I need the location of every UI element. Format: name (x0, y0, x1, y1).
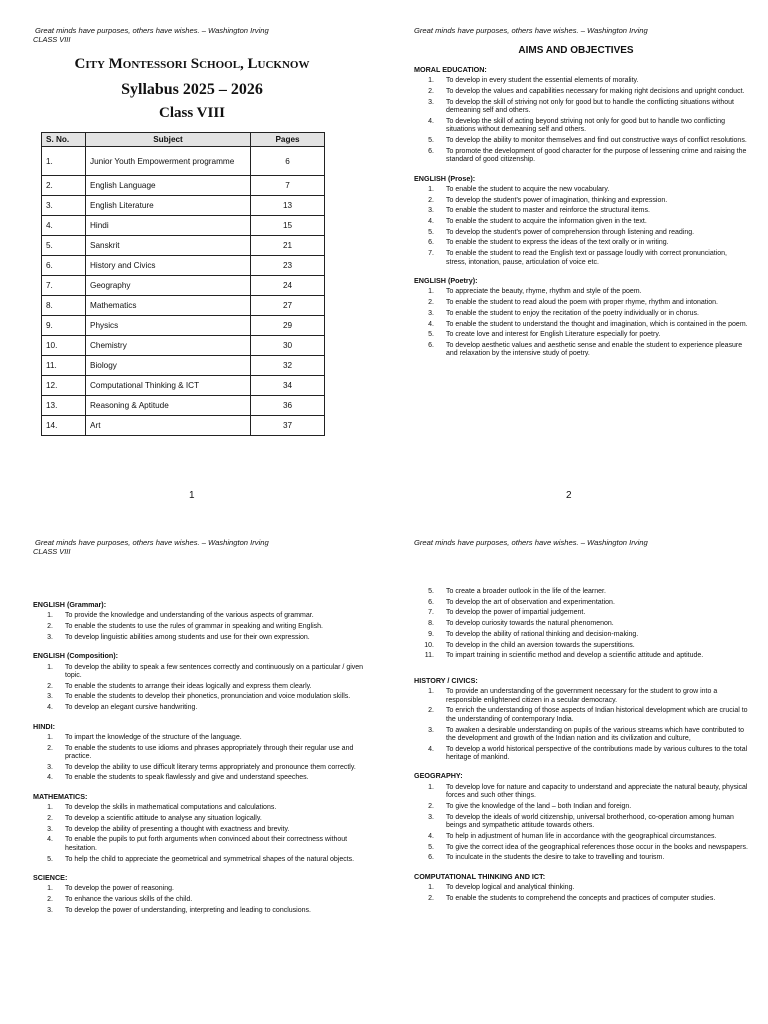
list-item (414, 844, 748, 852)
list-item (33, 774, 367, 782)
row-pages: 21 (251, 236, 325, 256)
list-item (414, 239, 748, 247)
list-item (414, 207, 748, 215)
section-spacer (414, 663, 748, 677)
item-number: 1. (428, 884, 434, 892)
item-number: 2. (428, 299, 434, 307)
aims-heading: AIMS AND OBJECTIVES (518, 45, 634, 56)
item-text: To develop the ability of rational thinking and decision-making. (446, 630, 639, 638)
section-heading: COMPUTATIONAL THINKING AND ICT: (414, 871, 546, 881)
list-item (33, 804, 367, 812)
item-number: 3. (47, 693, 53, 701)
list-item (414, 588, 748, 596)
item-text: To enable the student to express the ideas of the text orally or in writing. (446, 239, 669, 247)
contents-table-body (42, 147, 325, 436)
list-item (414, 884, 748, 892)
list-item (414, 688, 748, 705)
row-subject: Computational Thinking & ICT (86, 376, 251, 396)
item-text: To enable the student to master and reinforce the structural items. (446, 207, 650, 215)
item-number: 3. (428, 813, 434, 821)
header-quote: Great minds have purposes, others have wishes. – Washington Irving (35, 26, 269, 35)
list-item (414, 88, 748, 96)
item-text: To enable the students to develop their phonetics, pronunciation and voice modulation skills. (65, 693, 351, 701)
syllabus-title: Syllabus 2025 – 2026 (121, 81, 263, 98)
header-sno: S. No. (42, 133, 86, 147)
list-item (414, 642, 748, 650)
row-subject: Sanskrit (86, 236, 251, 256)
table-row (42, 296, 325, 316)
item-text: To impart the knowledge of the structure of the language. (65, 733, 242, 741)
item-number: 4. (428, 218, 434, 226)
page-4-content (414, 588, 748, 905)
table-row (42, 416, 325, 436)
section-heading: ENGLISH (Poetry): (414, 275, 478, 285)
objective-list (33, 885, 367, 915)
list-item (414, 118, 748, 135)
row-subject: Mathematics (86, 296, 251, 316)
item-number: 7. (428, 609, 434, 617)
row-sno: 12. (42, 376, 86, 396)
list-item (414, 707, 748, 724)
item-text: To develop a world historical perspective of the contributions made by various cultures to the total heritage of mankind. (446, 745, 748, 762)
row-sno: 5. (42, 236, 86, 256)
table-row (42, 236, 325, 256)
table-row (42, 216, 325, 236)
row-pages: 36 (251, 396, 325, 416)
item-number: 4. (428, 117, 434, 125)
item-number: 5. (428, 228, 434, 236)
objective-list (414, 884, 748, 903)
row-subject: Chemistry (86, 336, 251, 356)
section-heading: ENGLISH (Grammar): (33, 600, 107, 609)
table-row (42, 396, 325, 416)
section-heading: HISTORY / CIVICS: (414, 675, 478, 685)
section-heading: SCIENCE: (33, 872, 68, 882)
item-number: 1. (47, 885, 53, 893)
item-text: To develop love for nature and capacity to understand and appreciate the natural beauty, physical forces and such other things. (446, 783, 748, 800)
item-text: To develop the ability of presenting a thought with exactness and brevity. (65, 825, 290, 833)
row-subject: Junior Youth Empowerment programme (86, 147, 251, 176)
item-number: 2. (428, 88, 434, 96)
page-number: 2 (566, 490, 572, 501)
item-number: 4. (47, 774, 53, 782)
item-number: 1. (47, 612, 53, 620)
item-text: To develop the skill of striving not only for good but to handle the conflicting situations without demeaning self and others. (446, 98, 734, 115)
item-text: To develop the ideals of world citizenship, universal brotherhood, co-operation among human beings and sympathetic attitude towards others. (446, 813, 734, 830)
item-text: To provide an understanding of the government necessary for the student to grow into a responsible enlightened citizen in a secular democracy. (446, 688, 718, 704)
item-number: 2. (47, 682, 53, 690)
item-number: 9. (428, 630, 434, 638)
item-number: 5. (428, 331, 434, 339)
item-number: 2. (428, 196, 434, 204)
item-number: 6. (428, 598, 434, 606)
item-text: To provide the knowledge and understanding of the various aspects of grammar. (65, 612, 314, 620)
row-subject: Hindi (86, 216, 251, 236)
list-item (414, 299, 748, 307)
row-subject: English Language (86, 176, 251, 196)
item-text: To awaken a desirable understanding on pupils of the various streams which have contributed to the development and growth of the Indian nation and its civilization and culture, (446, 726, 745, 742)
item-text: To enable the student to acquire the information given in the text. (446, 218, 647, 226)
row-pages: 32 (251, 356, 325, 376)
item-number: 1. (47, 733, 53, 741)
header-quote: Great minds have purposes, others have wishes. – Washington Irving (35, 538, 269, 547)
item-number: 4. (428, 745, 434, 753)
item-text: To appreciate the beauty, rhyme, rhythm and style of the poem. (446, 288, 642, 296)
item-text: To enable the students to arrange their ideas logically and express them clearly. (65, 682, 312, 690)
item-text: To create a broader outlook in the life of the learner. (446, 588, 606, 595)
item-text: To develop linguistic abilities among students and use for their own expression. (65, 633, 310, 641)
row-sno: 4. (42, 216, 86, 236)
list-item (414, 288, 748, 296)
row-pages: 37 (251, 416, 325, 436)
item-text: To develop in every student the essential elements of morality. (446, 77, 639, 85)
item-text: To give the correct idea of the geographical references those occur in the books and newspapers. (446, 843, 748, 851)
item-text: To impart training in scientific method and develop a scientific attitude and aptitude. (446, 652, 704, 660)
list-item (414, 833, 748, 841)
item-number: 2. (47, 896, 53, 904)
list-item (414, 342, 748, 359)
list-item (414, 186, 748, 194)
table-row (42, 147, 325, 176)
list-item (414, 652, 748, 660)
objective-list (33, 612, 367, 642)
list-item (414, 599, 748, 607)
row-subject: History and Civics (86, 256, 251, 276)
section-heading: HINDI: (33, 721, 55, 731)
item-number: 2. (47, 814, 53, 822)
objective-list (414, 784, 748, 863)
row-pages: 23 (251, 256, 325, 276)
item-number: 3. (47, 906, 53, 914)
item-number: 1. (428, 77, 434, 85)
row-sno: 14. (42, 416, 86, 436)
row-pages: 7 (251, 176, 325, 196)
list-item (414, 229, 748, 237)
row-pages: 6 (251, 147, 325, 176)
list-item (414, 854, 748, 862)
item-number: 5. (428, 588, 434, 595)
list-item (33, 664, 367, 681)
table-row (42, 336, 325, 356)
objective-list (414, 186, 748, 267)
item-text: To create love and interest for English Literature especially for poetry. (446, 331, 661, 339)
row-sno: 2. (42, 176, 86, 196)
item-text: To develop the skills in mathematical computations and calculations. (65, 804, 277, 812)
list-item (33, 704, 367, 712)
item-number: 5. (428, 843, 434, 851)
item-number: 1. (47, 804, 53, 812)
item-text: To develop the power of impartial judgement. (446, 609, 586, 617)
objective-list (414, 688, 748, 762)
row-sno: 10. (42, 336, 86, 356)
item-text: To enable the students to use idioms and phrases appropriately through their regular use and practice. (65, 744, 354, 761)
list-item (414, 148, 748, 165)
item-text: To develop the student's power of comprehension through listening and reading. (446, 228, 695, 236)
item-number: 3. (428, 726, 434, 734)
table-header-row (42, 133, 325, 147)
page-number: 1 (189, 490, 195, 501)
list-item (414, 814, 748, 831)
list-item (414, 137, 748, 145)
table-row (42, 276, 325, 296)
class-label: CLASS VIII (33, 35, 71, 44)
item-number: 6. (428, 239, 434, 247)
item-text: To enrich the understanding of those aspects of Indian historical development which are crucial to the understanding of contemporary India. (446, 707, 748, 723)
row-pages: 24 (251, 276, 325, 296)
item-number: 1. (47, 663, 53, 671)
item-number: 4. (47, 836, 53, 844)
item-number: 5. (428, 137, 434, 145)
item-text: To enable the students to use the rules of grammar in speaking and writing English. (65, 623, 323, 631)
item-number: 2. (47, 623, 53, 631)
row-subject: Biology (86, 356, 251, 376)
row-pages: 27 (251, 296, 325, 316)
item-text: To enable the pupils to put forth arguments when convinced about their correctness without hesitation. (65, 836, 348, 852)
row-subject: Art (86, 416, 251, 436)
list-item (414, 784, 748, 801)
item-number: 6. (428, 341, 434, 349)
item-text: To develop the art of observation and experimentation. (446, 598, 615, 606)
list-item (414, 99, 748, 116)
objective-list (33, 734, 367, 783)
item-number: 1. (428, 288, 434, 296)
list-item (33, 826, 367, 834)
item-text: To enable the students to speak flawlessly and give and understand speeches. (65, 774, 309, 782)
list-item (414, 250, 748, 267)
page-3-content (33, 601, 367, 917)
item-text: To develop aesthetic values and aesthetic sense and enable the student to experience pleasure and relaxation by the intensive study of poetry. (446, 341, 743, 358)
page-1 (0, 0, 384, 512)
item-text: To develop the ability to monitor themselves and find out constructive ways of conflict resolutions. (446, 137, 747, 145)
list-item (33, 836, 367, 853)
item-number: 11. (424, 652, 434, 660)
item-text: To develop the skill of acting beyond striving not only for good but to handle two conflicting situations without demeaning self and others. (446, 117, 726, 134)
list-item (414, 197, 748, 205)
item-text: To develop the values and capabilities necessary for making right decisions and upright conduct. (446, 88, 745, 96)
list-item (33, 693, 367, 701)
list-item (414, 310, 748, 318)
list-item (414, 77, 748, 85)
header-pages: Pages (251, 133, 325, 147)
list-item (414, 620, 748, 628)
item-number: 4. (47, 704, 53, 712)
item-text: To enhance the various skills of the child. (65, 896, 193, 904)
item-number: 2. (428, 707, 434, 715)
objective-list (33, 804, 367, 864)
item-number: 8. (428, 620, 434, 628)
item-text: To develop curiosity towards the natural phenomenon. (446, 620, 614, 628)
objective-list (33, 664, 367, 713)
item-text: To develop the ability to speak a few sentences correctly and continuously on a particular / given topic. (65, 663, 364, 680)
list-item (33, 856, 367, 864)
table-row (42, 376, 325, 396)
row-pages: 29 (251, 316, 325, 336)
item-number: 3. (47, 633, 53, 641)
science-continued-list (414, 588, 748, 661)
row-sno: 6. (42, 256, 86, 276)
item-text: To develop an elegant cursive handwriting. (65, 704, 198, 712)
item-number: 3. (428, 98, 434, 106)
objective-list (414, 77, 748, 164)
row-sno: 7. (42, 276, 86, 296)
item-number: 3. (428, 207, 434, 215)
section-heading: GEOGRAPHY: (414, 771, 463, 781)
row-pages: 34 (251, 376, 325, 396)
item-number: 2. (428, 802, 434, 810)
item-text: To develop the power of reasoning. (65, 885, 174, 893)
row-sno: 1. (42, 147, 86, 176)
row-pages: 15 (251, 216, 325, 236)
page-3 (0, 512, 384, 1024)
item-text: To inculcate in the students the desire to take to travelling and tourism. (446, 854, 665, 862)
list-item (414, 631, 748, 639)
list-item (33, 623, 367, 631)
table-row (42, 196, 325, 216)
list-item (33, 896, 367, 904)
objective-list (414, 288, 748, 358)
list-item (414, 321, 748, 329)
item-text: To help in adjustment of human life in accordance with the geographical circumstances. (446, 832, 717, 840)
page-2-content (414, 66, 748, 361)
item-text: To enable the student to understand the thought and imagination, which is contained in the poem. (446, 320, 748, 328)
table-row (42, 256, 325, 276)
list-item (414, 803, 748, 811)
item-number: 3. (47, 763, 53, 771)
item-number: 3. (47, 825, 53, 833)
row-sno: 3. (42, 196, 86, 216)
section-heading: MORAL EDUCATION: (414, 65, 487, 74)
row-pages: 30 (251, 336, 325, 356)
row-subject: Reasoning & Aptitude (86, 396, 251, 416)
class-label: CLASS VIII (33, 547, 71, 556)
item-text: To develop logical and analytical thinking. (446, 884, 575, 892)
section-heading: ENGLISH (Composition): (33, 651, 119, 661)
row-sno: 11. (42, 356, 86, 376)
item-number: 7. (428, 250, 434, 258)
item-text: To develop the power of understanding, interpreting and leading to conclusions. (65, 906, 311, 914)
row-subject: Geography (86, 276, 251, 296)
list-item (33, 612, 367, 620)
contents-table (41, 132, 325, 436)
item-text: To develop the student's power of imagination, thinking and expression. (446, 196, 668, 204)
item-number: 1. (428, 688, 434, 696)
item-number: 2. (47, 744, 53, 752)
item-text: To enable the student to acquire the new vocabulary. (446, 185, 610, 193)
item-number: 6. (428, 854, 434, 862)
item-number: 4. (428, 832, 434, 840)
list-item (414, 895, 748, 903)
list-item (33, 885, 367, 893)
list-item (33, 634, 367, 642)
class-title: Class VIII (159, 105, 225, 121)
item-number: 1. (428, 783, 434, 791)
list-item (33, 764, 367, 772)
item-text: To enable the student to read the English text or passage loudly with correct pronunciation, stress, intonation, pause, articulation of voice etc. (446, 250, 727, 266)
row-sno: 13. (42, 396, 86, 416)
table-row (42, 176, 325, 196)
item-text: To give the knowledge of the land – both Indian and foreign. (446, 802, 632, 810)
table-row (42, 356, 325, 376)
list-item (33, 815, 367, 823)
list-item (33, 907, 367, 915)
item-number: 1. (428, 185, 434, 193)
item-number: 3. (428, 309, 434, 317)
item-text: To help the child to appreciate the geometrical and symmetrical shapes of the natural objects. (65, 855, 355, 863)
list-item (414, 727, 748, 744)
page-4 (384, 512, 768, 1024)
item-number: 2. (428, 894, 434, 902)
school-name: City Montessori School, Lucknow (74, 56, 310, 72)
item-text: To enable the students to comprehend the concepts and practices of computer studies. (446, 894, 716, 902)
row-pages: 13 (251, 196, 325, 216)
list-item (414, 218, 748, 226)
row-subject: Physics (86, 316, 251, 336)
list-item (414, 331, 748, 339)
row-subject: English Literature (86, 196, 251, 216)
item-number: 6. (428, 147, 434, 155)
list-item (33, 745, 367, 762)
item-text: To develop the ability to use difficult literary terms appropriately and pronounce them correctly. (65, 763, 356, 771)
header-subject: Subject (86, 133, 251, 147)
item-text: To develop a scientific attitude to analyse any situation logically. (65, 814, 262, 822)
section-heading: ENGLISH (Prose): (414, 173, 476, 183)
row-sno: 8. (42, 296, 86, 316)
header-quote: Great minds have purposes, others have wishes. – Washington Irving (414, 538, 648, 547)
header-quote: Great minds have purposes, others have wishes. – Washington Irving (414, 26, 648, 35)
item-text: To enable the student to read aloud the poem with proper rhyme, rhythm and intonation. (446, 299, 719, 307)
list-item (33, 683, 367, 691)
row-sno: 9. (42, 316, 86, 336)
item-text: To develop in the child an aversion towards the superstitions. (446, 641, 635, 649)
item-number: 10. (424, 641, 434, 649)
item-text: To enable the student to enjoy the recitation of the poetry individually or in chorus. (446, 309, 699, 317)
section-heading: MATHEMATICS: (33, 791, 88, 801)
page-2 (384, 0, 768, 512)
item-text: To promote the development of good character for the purpose of lessening crime and raising the standard of good citizenship. (446, 147, 747, 164)
list-item (414, 609, 748, 617)
item-number: 4. (428, 320, 434, 328)
list-item (414, 746, 748, 763)
table-row (42, 316, 325, 336)
list-item (33, 734, 367, 742)
item-number: 5. (47, 855, 53, 863)
